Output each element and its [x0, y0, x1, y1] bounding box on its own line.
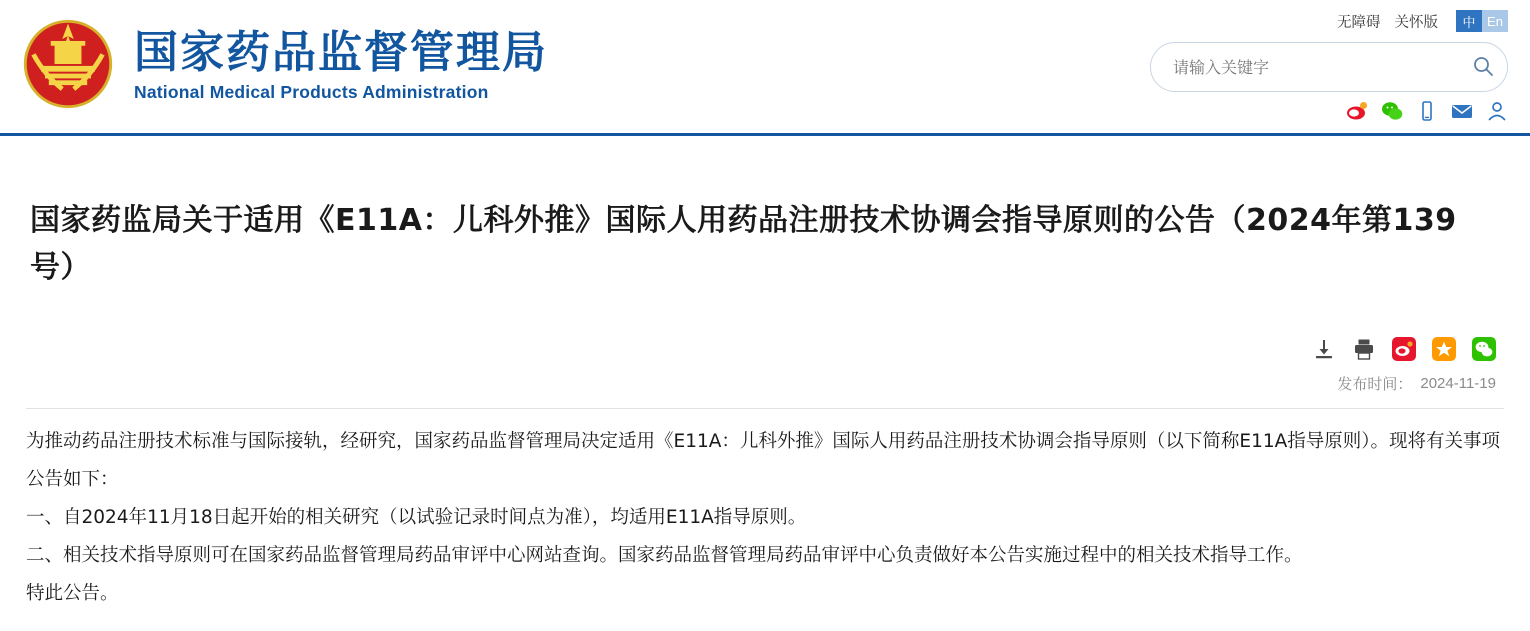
- mail-icon[interactable]: [1451, 100, 1473, 122]
- download-icon[interactable]: [1312, 337, 1336, 361]
- publish-date: 2024-11-19: [1420, 375, 1496, 393]
- user-icon[interactable]: [1486, 100, 1508, 122]
- brand-name-cn: 国家药品监督管理局: [134, 26, 548, 78]
- brand-text-block: [134, 25, 548, 104]
- article-container: [0, 156, 1530, 613]
- site-header: [0, 0, 1530, 136]
- care-version-link[interactable]: 关怀版: [1394, 14, 1438, 31]
- search-input[interactable]: [1151, 58, 1459, 77]
- page-title: 国家药监局关于适用《E11A：儿科外推》国际人用药品注册技术协调会指导原则的公告（2024年第139号）: [30, 203, 1457, 285]
- weibo-icon[interactable]: [1346, 100, 1368, 122]
- article-tool-row: [26, 311, 1504, 373]
- language-en-button[interactable]: En: [1482, 10, 1508, 32]
- publish-label: 发布时间：: [1337, 376, 1413, 394]
- language-switch[interactable]: [1456, 10, 1508, 32]
- site-brand[interactable]: [20, 16, 548, 112]
- article-paragraph: 特此公告。: [26, 582, 119, 604]
- search-icon: [1471, 54, 1495, 81]
- brand-name-en: National Medical Products Administration: [134, 82, 489, 103]
- accessibility-link[interactable]: 无障碍: [1337, 14, 1381, 31]
- publish-meta: [26, 373, 1504, 409]
- article-body: [26, 409, 1504, 613]
- social-icon-row: [1346, 100, 1508, 122]
- article-paragraph: 一、自2024年11月18日起开始的相关研究（以试验记录时间点为准），均适用E11A指导原则。: [26, 507, 807, 529]
- wechat-icon[interactable]: [1381, 100, 1403, 122]
- share-wechat-icon[interactable]: [1472, 337, 1496, 361]
- article-paragraph: 为推动药品注册技术标准与国际接轨，经研究，国家药品监督管理局决定适用《E11A：儿科外推》国际人用药品注册技术协调会指导原则（以下简称E11A指导原则）。现将有关事项公告如下：: [26, 431, 1501, 491]
- mobile-icon[interactable]: [1416, 100, 1438, 122]
- utility-bar: [1337, 10, 1508, 32]
- search-button[interactable]: [1459, 43, 1507, 91]
- china-national-emblem-icon: [20, 16, 116, 112]
- favorite-star-icon[interactable]: [1432, 337, 1456, 361]
- share-weibo-icon[interactable]: [1392, 337, 1416, 361]
- language-cn-button[interactable]: 中: [1456, 10, 1482, 32]
- search-box[interactable]: [1150, 42, 1508, 92]
- print-icon[interactable]: [1352, 337, 1376, 361]
- article-paragraph: 二、相关技术指导原则可在国家药品监督管理局药品审评中心网站查询。国家药品监督管理局药品审评中心负责做好本公告实施过程中的相关技术指导工作。: [26, 544, 1303, 566]
